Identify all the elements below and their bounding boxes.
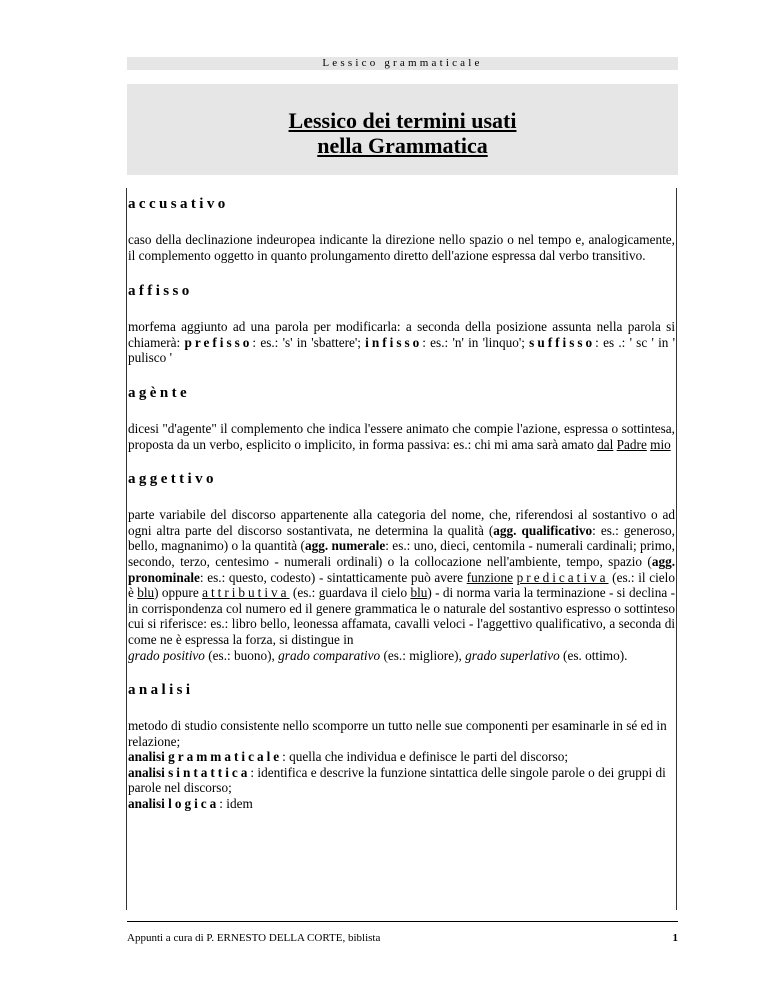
entry-term: analisi bbox=[128, 682, 194, 699]
bold-term: agg. qualificativo bbox=[493, 522, 593, 538]
spaced-term: logica bbox=[168, 796, 220, 812]
glossary-body bbox=[126, 188, 677, 910]
title-line-1: Lessico dei termini usati bbox=[288, 108, 517, 133]
entry-definition: caso della declinazione indeuropea indicante la direzione nello spazio o nel tempo e, analogicamente, il complemento oggetto in quanto prolungamento diretto dell'azione espressa dal verbo transitivo. bbox=[128, 232, 675, 263]
entry-term: aggettivo bbox=[128, 471, 217, 488]
definition-text: metodo di studio consistente nello scomporre un tutto nelle sue componenti per esaminarle in sé ed in relazione; bbox=[128, 718, 667, 749]
definition-text: (es. ottimo). bbox=[559, 647, 628, 663]
definition-text: : es.: questo, codesto) - sintatticamente può avere bbox=[199, 569, 467, 585]
definition-text: : es.: 'n' in 'linquo'; bbox=[422, 334, 530, 350]
spaced-term: sintattica bbox=[168, 764, 251, 780]
entry-term: agènte bbox=[128, 384, 191, 401]
page-title bbox=[127, 84, 678, 158]
spaced-term: grammaticale bbox=[168, 749, 283, 765]
entry-agente bbox=[128, 382, 675, 452]
footer-credit: Appunti a cura di P. ERNESTO DELLA CORTE, biblista bbox=[127, 932, 381, 944]
underlined-word: blu bbox=[137, 585, 155, 601]
italic-term: grado superlativo bbox=[465, 647, 560, 663]
underlined-word: blu bbox=[410, 585, 428, 601]
title-line-2: nella Grammatica bbox=[317, 133, 488, 158]
page-number: 1 bbox=[672, 932, 678, 944]
bold-term: agg. numerale bbox=[304, 538, 386, 554]
definition-text: parte variabile del discorso appartenente alla categoria del nome, che, riferendosi al sostantivo o ad ogni altra parte del discorso sostantivata, ne determina la qualità ( bbox=[128, 507, 675, 538]
page-footer bbox=[127, 921, 678, 945]
entry-definition bbox=[128, 507, 675, 663]
definition-text: morfema aggiunto ad una parola per modificarla: a seconda della posizione assunta nella parola si chiamerà: bbox=[128, 319, 675, 350]
underlined-word: funzione bbox=[466, 569, 514, 585]
running-header: Lessico grammaticale bbox=[127, 57, 678, 70]
underlined-word: attributiva bbox=[202, 585, 290, 601]
bold-label: analisi bbox=[128, 796, 169, 812]
entry-term: affisso bbox=[128, 283, 193, 300]
definition-text: (es.: migliore), bbox=[380, 647, 466, 663]
bold-label: analisi bbox=[128, 749, 169, 765]
entry-analisi bbox=[128, 679, 675, 812]
underlined-word: predicativa bbox=[516, 569, 609, 585]
definition-text: : es.: 's' in 'sbattere'; bbox=[252, 334, 366, 350]
entry-definition bbox=[128, 319, 675, 366]
definition-text: ) oppure bbox=[154, 585, 203, 601]
entry-accusativo bbox=[128, 193, 675, 263]
title-box bbox=[127, 84, 678, 175]
underlined-word: dal bbox=[597, 436, 614, 452]
italic-term: grado comparativo bbox=[278, 647, 381, 663]
bold-term: agg. pronominale bbox=[128, 553, 675, 585]
definition-text: ) - di norma varia la terminazione - si declina - in corrispondenza col numero ed il genere grammatica le o naturale del sostantivo espresso o sottinteso cui si riferisce: es.: libro bello, leonessa affamata, cavalli veloci - l'aggettivo qualificativo, a seconda di come ne è espressa la forza, si distingue in bbox=[128, 585, 675, 647]
bold-label: analisi bbox=[128, 764, 169, 780]
definition-text: (es.: il cielo è bbox=[128, 569, 675, 601]
definition-text: : idem bbox=[219, 796, 253, 812]
definition-text: : quella che individua e definisce le parti del discorso; bbox=[282, 749, 569, 765]
entry-definition bbox=[128, 421, 675, 452]
italic-term: grado positivo bbox=[128, 647, 205, 663]
underlined-word: mio bbox=[650, 436, 671, 452]
term-suffisso: suffisso bbox=[529, 334, 596, 350]
term-infisso: infisso bbox=[365, 334, 423, 350]
term-prefisso: prefisso bbox=[184, 334, 253, 350]
underlined-word: Padre bbox=[616, 436, 647, 452]
definition-text: : es.: generoso, bello, magnanimo) o la quantità ( bbox=[128, 522, 675, 554]
entry-affisso bbox=[128, 280, 675, 366]
entry-aggettivo bbox=[128, 468, 675, 663]
entry-term: accusativo bbox=[128, 196, 229, 212]
definition-text: (es.: guardava il cielo bbox=[289, 585, 411, 601]
definition-text: : es .: ' sc ' in ' pulisco ' bbox=[128, 334, 675, 366]
definition-text: : identifica e descrive la funzione sintattica delle singole parole o dei gruppi di parole nel discorso; bbox=[128, 764, 666, 796]
definition-text: (es.: buono), bbox=[204, 647, 279, 663]
definition-text: : es.: uno, dieci, centomila - numerali cardinali; primo, secondo, terzo, centesimo - numerali ordinali) o la collocazione nell'ambiente, tempo, spazio ( bbox=[128, 538, 675, 569]
entry-definition bbox=[128, 718, 675, 812]
definition-text: dicesi "d'agente" il complemento che indica l'essere animato che compie l'azione, espressa o sottintesa, proposta da un verbo, esplicito o implicito, in forma passiva: es.: chi mi ama sarà amato bbox=[128, 420, 675, 452]
